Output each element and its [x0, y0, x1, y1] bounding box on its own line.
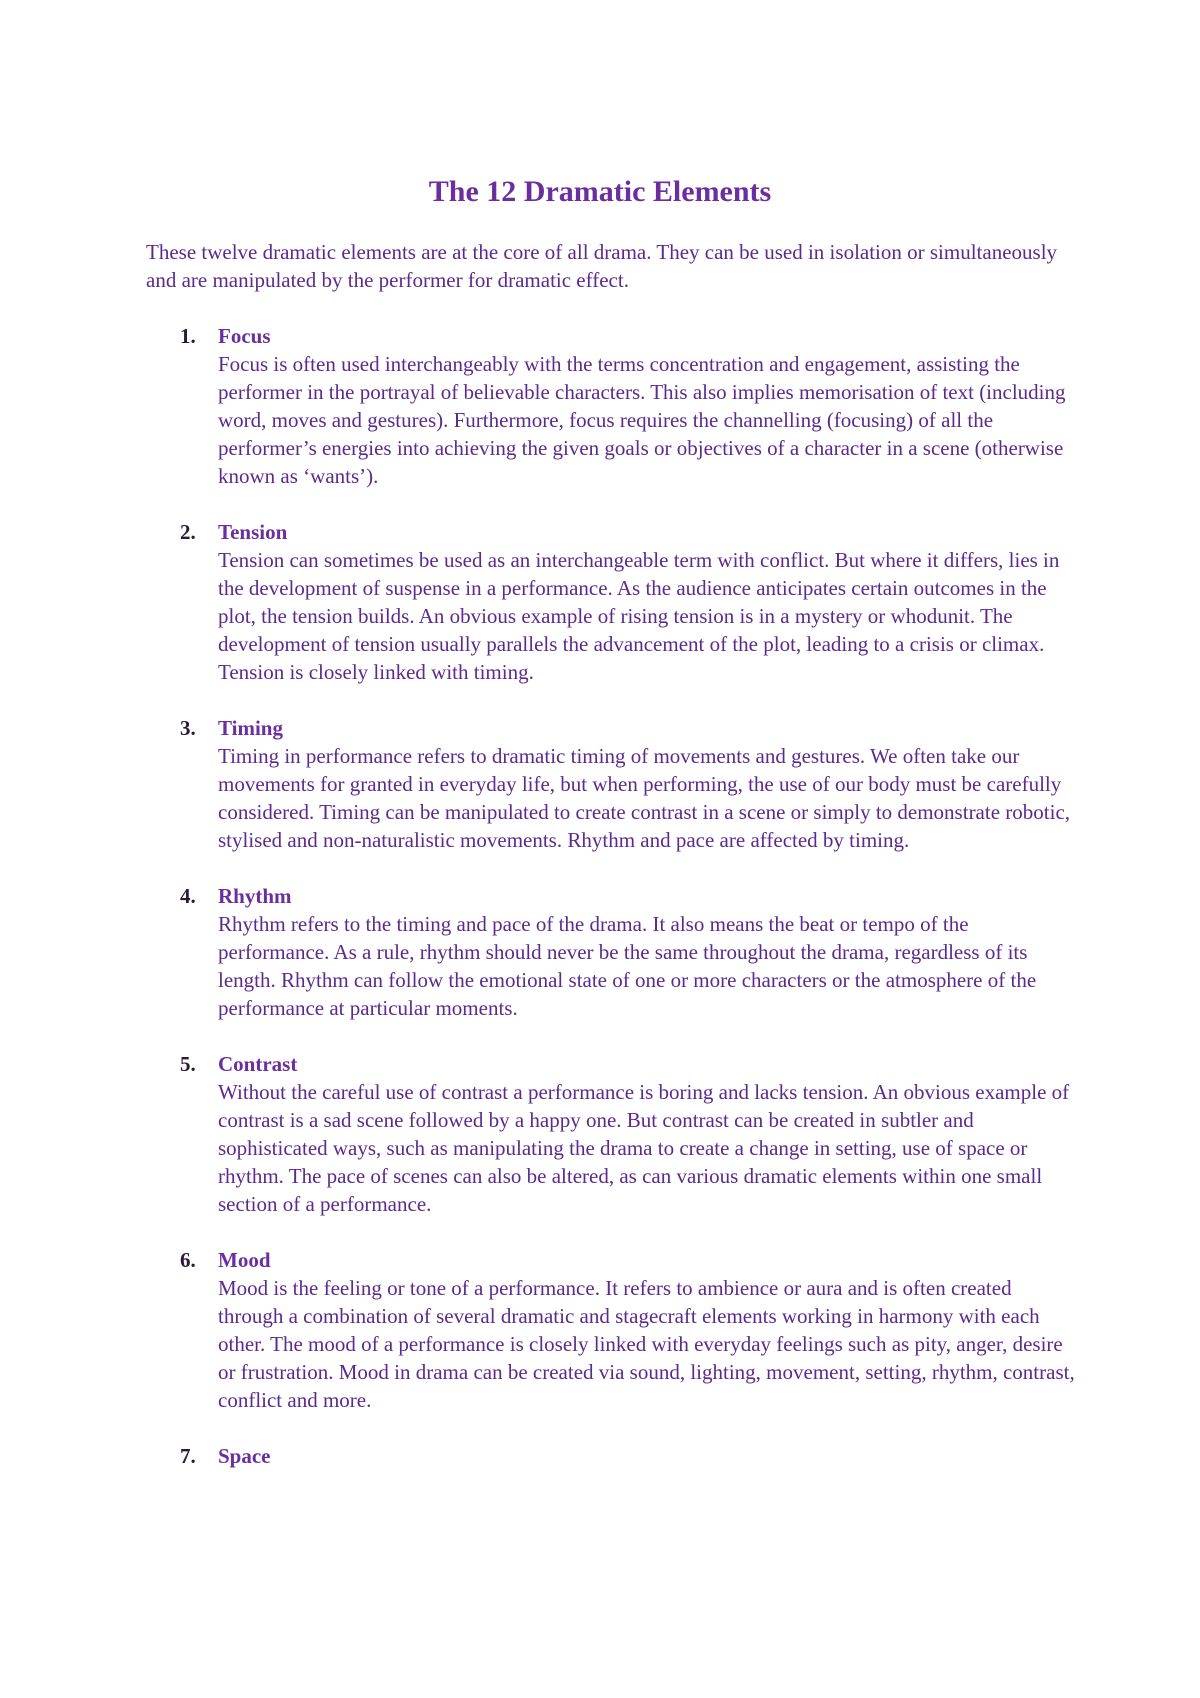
list-item: [0, 1442, 1078, 1470]
item-number: 2.: [180, 520, 196, 544]
list-item: [0, 1050, 1078, 1218]
dramatic-elements-list: [0, 322, 1200, 1498]
item-heading: Focus: [218, 324, 271, 348]
item-heading: Tension: [218, 520, 288, 544]
item-description: Mood is the feeling or tone of a performance. It refers to ambience or aura and is often created through a combination of several dramatic and stagecraft elements working in harmony with each other. The mood of a performance is closely linked with everyday feelings such as pity, anger, desire or frustration. Mood in drama can be created via sound, lighting, movement, setting, rhythm, contrast, conflict and more.: [218, 1276, 1075, 1412]
item-description: Tension can sometimes be used as an interchangeable term with conflict. But where it differs, lies in the development of suspense in a performance. As the audience anticipates certain outcomes in the plot, the tension builds. An obvious example of rising tension is in a mystery or whodunit. The development of tension usually parallels the advancement of the plot, leading to a crisis or climax. Tension is closely linked with timing.: [218, 548, 1060, 684]
item-description: Focus is often used interchangeably with the terms concentration and engagement, assisting the performer in the portrayal of believable characters. This also implies memorisation of text (including word, moves and gestures). Furthermore, focus requires the channelling (focusing) of all the performer’s energies into achieving the given goals or objectives of a character in a scene (otherwise known as ‘wants’).: [218, 352, 1066, 488]
item-number: 6.: [180, 1248, 196, 1272]
item-heading: Timing: [218, 716, 283, 740]
item-number: 5.: [180, 1052, 196, 1076]
item-description: Timing in performance refers to dramatic timing of movements and gestures. We often take our movements for granted in everyday life, but when performing, the use of our body must be carefully considered. Timing can be manipulated to create contrast in a scene or simply to demonstrate robotic, stylised and non-naturalistic movements. Rhythm and pace are affected by timing.: [218, 744, 1071, 852]
list-item: [0, 322, 1078, 490]
item-number: 4.: [180, 884, 196, 908]
list-item: [0, 882, 1078, 1022]
list-item: [0, 714, 1078, 854]
item-number: 7.: [180, 1444, 196, 1468]
item-heading: Mood: [218, 1248, 271, 1272]
item-description: Without the careful use of contrast a performance is boring and lacks tension. An obvious example of contrast is a sad scene followed by a happy one. But contrast can be created in subtler and sophisticated ways, such as manipulating the drama to create a change in setting, use of space or rhythm. The pace of scenes can also be altered, as can various dramatic elements within one small section of a performance.: [218, 1080, 1070, 1216]
item-heading: Rhythm: [218, 884, 292, 908]
page-title: The 12 Dramatic Elements: [428, 175, 772, 208]
list-item: [0, 1246, 1078, 1414]
item-heading: Space: [218, 1444, 271, 1468]
intro-paragraph: These twelve dramatic elements are at the core of all drama. They can be used in isolation or simultaneously and are manipulated by the performer for dramatic effect.: [146, 240, 1058, 292]
item-heading: Contrast: [218, 1052, 298, 1076]
item-description: Rhythm refers to the timing and pace of the drama. It also means the beat or tempo of the performance. As a rule, rhythm should never be the same throughout the drama, regardless of its length. Rhythm can follow the emotional state of one or more characters or the atmosphere of the performance at particular moments.: [218, 912, 1037, 1020]
item-number: 1.: [180, 324, 196, 348]
list-item: [0, 518, 1078, 686]
item-number: 3.: [180, 716, 196, 740]
